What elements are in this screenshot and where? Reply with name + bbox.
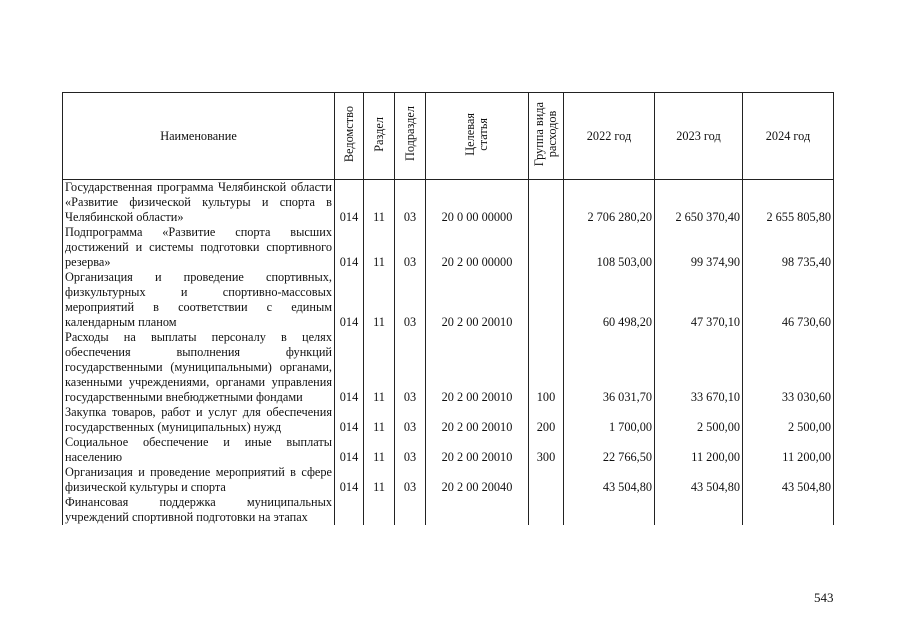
row-vedomstvo: 014 <box>335 225 364 270</box>
header-tselevaya-statya: Целевая статья <box>426 93 529 180</box>
row-2022: 1 700,00 <box>564 405 655 435</box>
row-gruppa <box>529 225 564 270</box>
row-2023: 99 374,90 <box>655 225 743 270</box>
header-row <box>63 93 834 180</box>
row-2024: 33 030,60 <box>743 330 834 405</box>
page-number: 543 <box>814 590 834 605</box>
row-vedomstvo: 014 <box>335 330 364 405</box>
row-2024: 11 200,00 <box>743 435 834 465</box>
row-2023: 2 650 370,40 <box>655 180 743 226</box>
header-podrazdel: Подраздел <box>395 93 426 180</box>
table-row <box>63 225 834 270</box>
row-2023: 33 670,10 <box>655 330 743 405</box>
row-vedomstvo: 014 <box>335 270 364 330</box>
header-2023: 2023 год <box>655 93 743 180</box>
row-razdel: 11 <box>364 465 395 495</box>
row-razdel: 11 <box>364 270 395 330</box>
header-razdel: Раздел <box>364 93 395 180</box>
row-name: Финансовая поддержка муниципальных учреждений спортивной подготовки на этапах <box>63 495 335 525</box>
row-gruppa <box>529 465 564 495</box>
header-name: Наименование <box>63 93 335 180</box>
table-row <box>63 435 834 465</box>
row-podrazdel: 03 <box>395 435 426 465</box>
row-podrazdel: 03 <box>395 180 426 226</box>
row-2024: 2 655 805,80 <box>743 180 834 226</box>
row-razdel: 11 <box>364 405 395 435</box>
row-2024: 43 504,80 <box>743 465 834 495</box>
row-podrazdel <box>395 495 426 525</box>
row-razdel: 11 <box>364 435 395 465</box>
row-razdel <box>364 495 395 525</box>
header-2024: 2024 год <box>743 93 834 180</box>
row-2024: 2 500,00 <box>743 405 834 435</box>
row-vedomstvo: 014 <box>335 405 364 435</box>
table-row <box>63 330 834 405</box>
row-2024: 46 730,60 <box>743 270 834 330</box>
row-tselevaya-statya: 20 2 00 20010 <box>426 330 529 405</box>
row-2022: 36 031,70 <box>564 330 655 405</box>
row-2022: 22 766,50 <box>564 435 655 465</box>
row-2023: 47 370,10 <box>655 270 743 330</box>
row-2023: 43 504,80 <box>655 465 743 495</box>
row-vedomstvo: 014 <box>335 435 364 465</box>
row-tselevaya-statya: 20 2 00 20010 <box>426 405 529 435</box>
row-2023: 11 200,00 <box>655 435 743 465</box>
row-tselevaya-statya: 20 2 00 20010 <box>426 270 529 330</box>
header-2022: 2022 год <box>564 93 655 180</box>
row-gruppa <box>529 180 564 226</box>
row-tselevaya-statya: 20 0 00 00000 <box>426 180 529 226</box>
row-gruppa <box>529 495 564 525</box>
header-vedomstvo: Ведомство <box>335 93 364 180</box>
row-vedomstvo: 014 <box>335 180 364 226</box>
row-podrazdel: 03 <box>395 330 426 405</box>
row-name: Закупка товаров, работ и услуг для обеспечения государственных (муниципальных) нужд <box>63 405 335 435</box>
row-name: Организация и проведение мероприятий в сфере физической культуры и спорта <box>63 465 335 495</box>
row-gruppa: 300 <box>529 435 564 465</box>
row-2022: 2 706 280,20 <box>564 180 655 226</box>
table-row <box>63 180 834 226</box>
row-podrazdel: 03 <box>395 225 426 270</box>
row-name: Организация и проведение спортивных, физкультурных и спортивно-массовых мероприятий в соответствии с единым календарным планом <box>63 270 335 330</box>
row-2022: 60 498,20 <box>564 270 655 330</box>
row-2024 <box>743 495 834 525</box>
row-podrazdel: 03 <box>395 270 426 330</box>
table-body <box>63 180 834 526</box>
row-gruppa <box>529 270 564 330</box>
row-podrazdel: 03 <box>395 405 426 435</box>
row-name: Государственная программа Челябинской области «Развитие физической культуры и спорта в Челябинской области» <box>63 180 335 226</box>
row-name: Социальное обеспечение и иные выплаты населению <box>63 435 335 465</box>
row-2022: 108 503,00 <box>564 225 655 270</box>
row-podrazdel: 03 <box>395 465 426 495</box>
row-name: Расходы на выплаты персоналу в целях обеспечения выполнения функций государственными (муниципальными) органами, казенными учреждениями, органами управления государственными внебюджетными фондами <box>63 330 335 405</box>
header-gruppa-vida-raskhodov: Группа вида расходов <box>529 93 564 180</box>
row-razdel: 11 <box>364 330 395 405</box>
row-2022: 43 504,80 <box>564 465 655 495</box>
table-row <box>63 465 834 495</box>
row-gruppa: 100 <box>529 330 564 405</box>
row-tselevaya-statya: 20 2 00 20040 <box>426 465 529 495</box>
row-2023: 2 500,00 <box>655 405 743 435</box>
row-razdel: 11 <box>364 225 395 270</box>
row-tselevaya-statya <box>426 495 529 525</box>
row-2023 <box>655 495 743 525</box>
table-row <box>63 495 834 525</box>
row-name: Подпрограмма «Развитие спорта высших достижений и системы подготовки спортивного резерва» <box>63 225 335 270</box>
row-tselevaya-statya: 20 2 00 00000 <box>426 225 529 270</box>
row-vedomstvo <box>335 495 364 525</box>
row-vedomstvo: 014 <box>335 465 364 495</box>
table-row <box>63 405 834 435</box>
row-razdel: 11 <box>364 180 395 226</box>
row-tselevaya-statya: 20 2 00 20010 <box>426 435 529 465</box>
row-gruppa: 200 <box>529 405 564 435</box>
row-2022 <box>564 495 655 525</box>
row-2024: 98 735,40 <box>743 225 834 270</box>
table-row <box>63 270 834 330</box>
budget-table <box>62 92 834 525</box>
